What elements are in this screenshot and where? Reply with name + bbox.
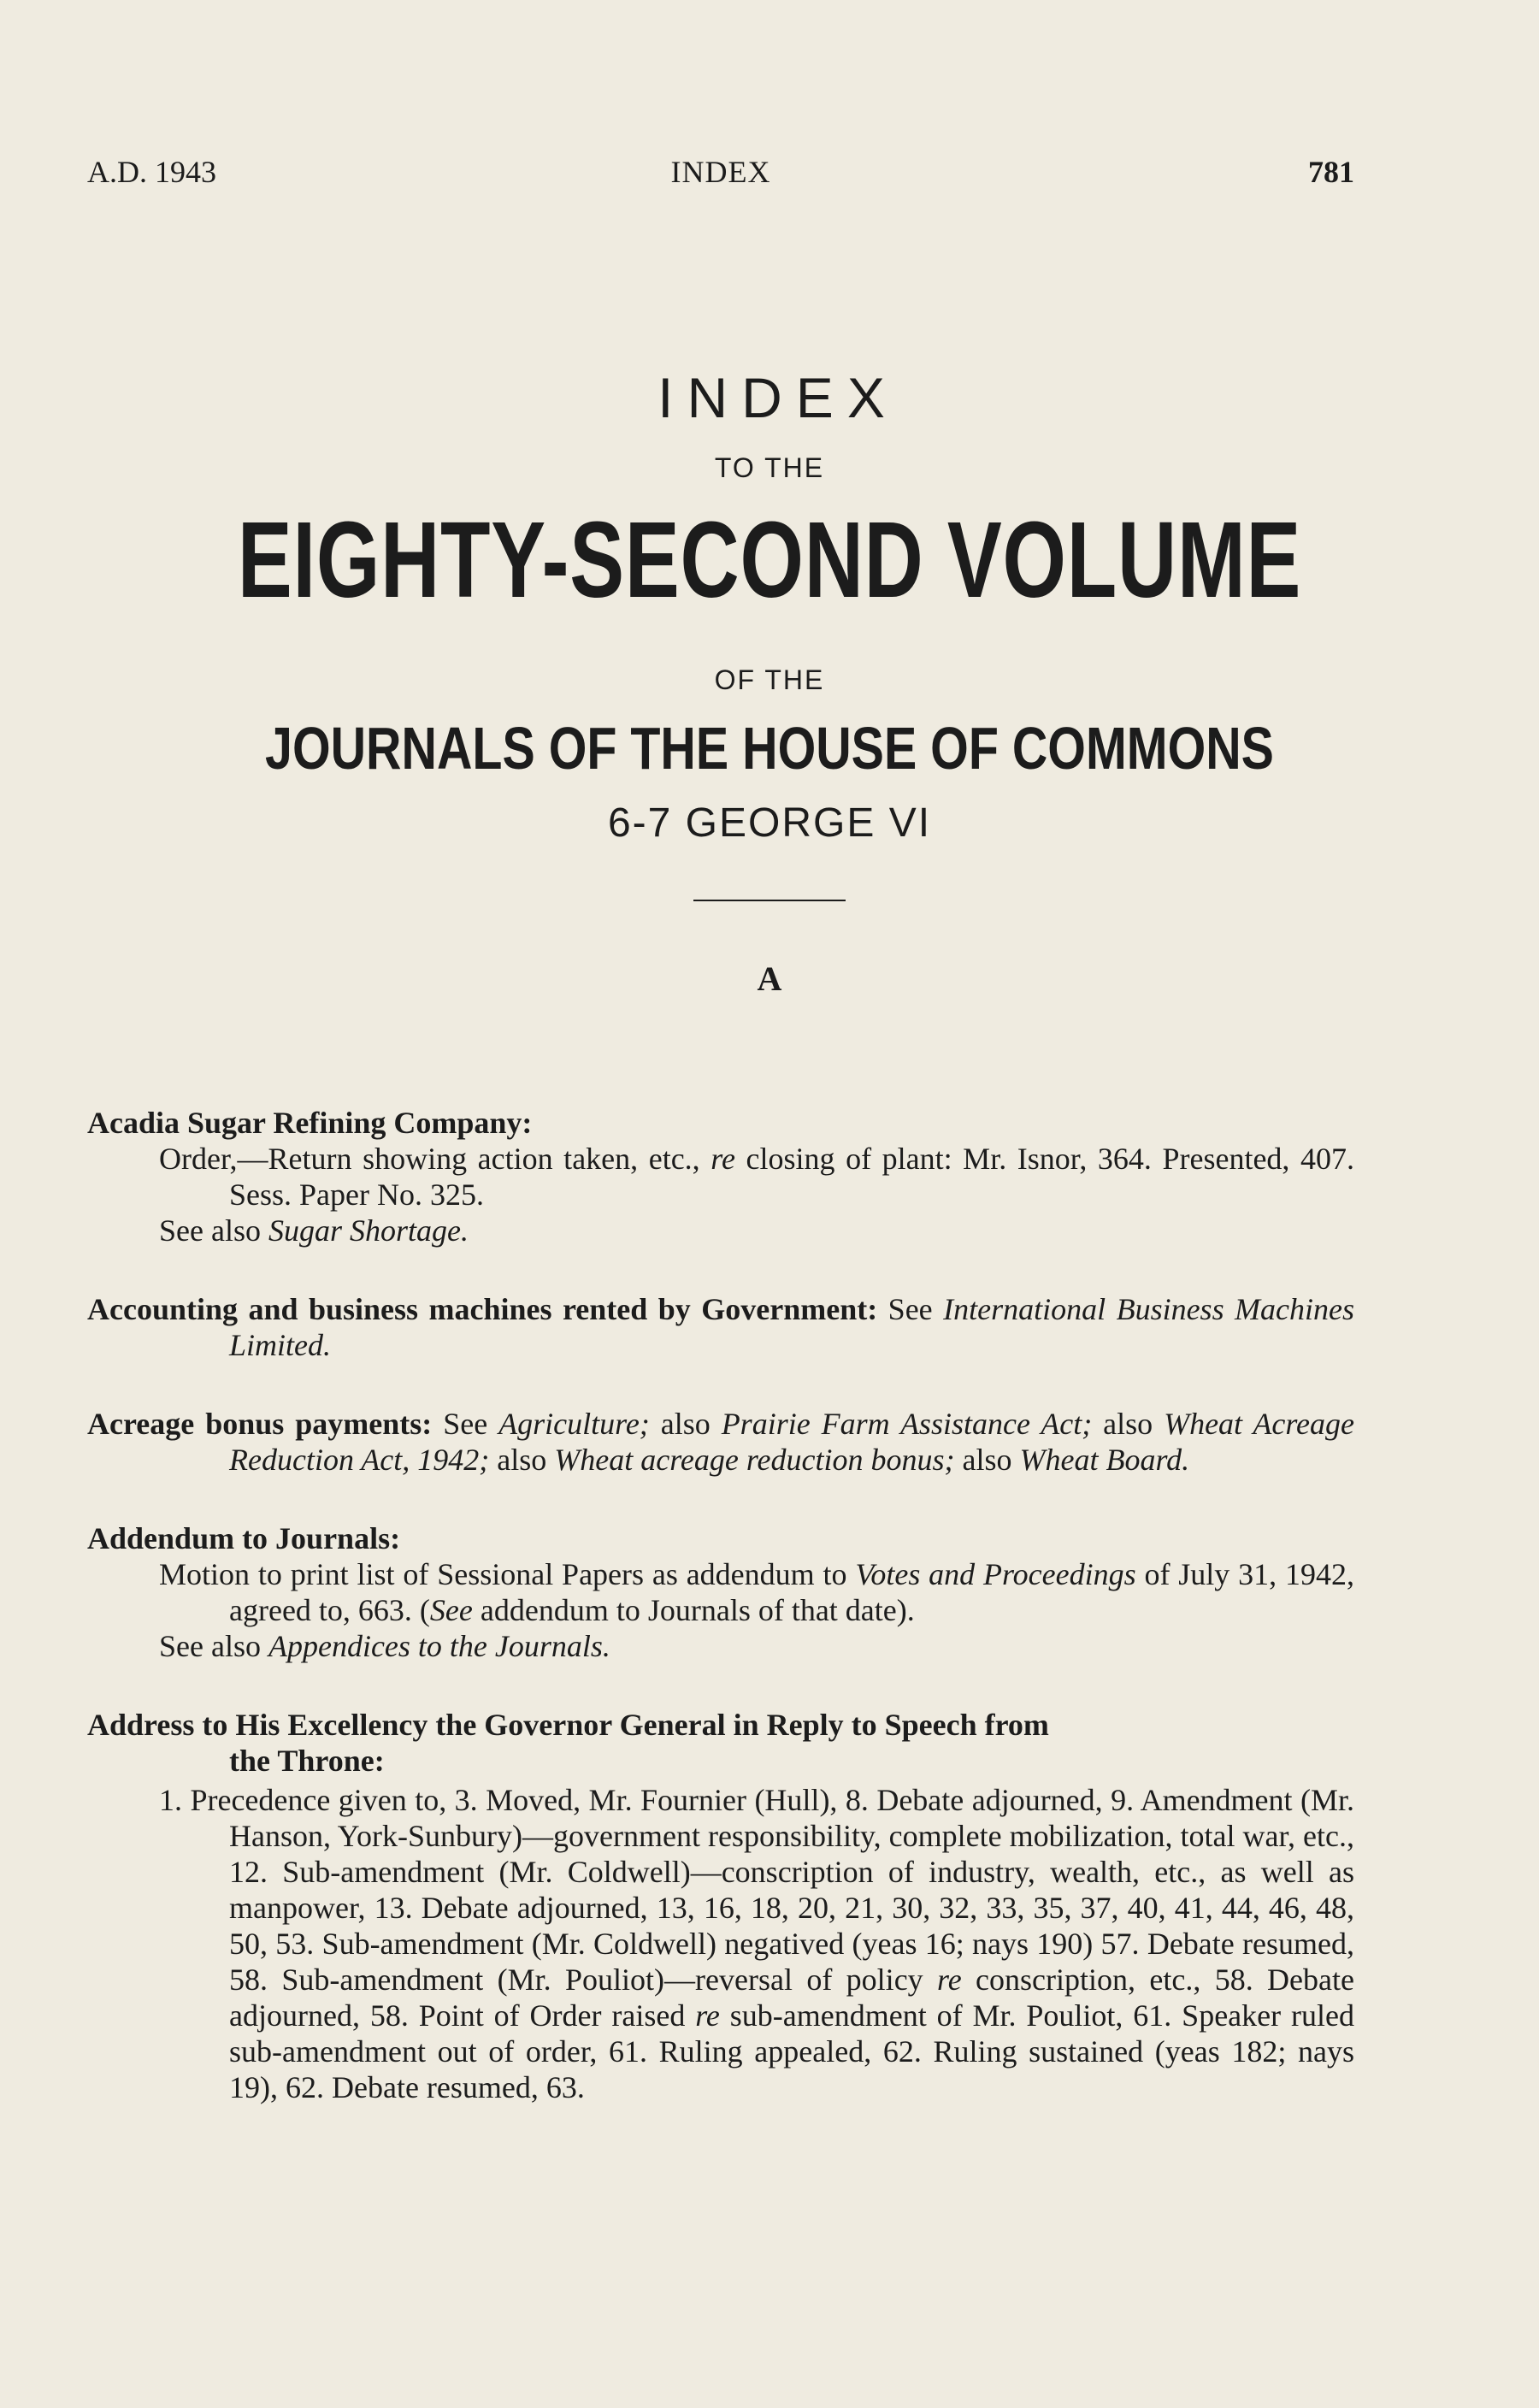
entry-text: 1. Precedence given to, 3. Moved, Mr. Fournier (Hull), 8. Debate adjourned, 9. Amendment (Mr. Hanson, York-Sunbury)—government responsibility, complete mobilization, total war, etc., 12. Sub-amendment (Mr. Coldwell)—conscription of industry, wealth, etc., as well as manpower, 13. Debate adjourned, 13, 16, 18, 20, 21, 30, 32, 33, 35, 37, 40, 41, 44, 46, 48, 50, 53. Sub-amendment (Mr. Coldwell) negatived (yeas 16; nays 190) 57. Debate resumed, 58. Sub-amendment (Mr. Pouliot)—reversal of policy re conscription, etc., 58. Debate adjourned, 58. Point of Order raised re sub-amendment of Mr. Pouliot, 61. Speaker ruled sub-amendment out of order, 61. Ruling appealed, 62. Ruling sustained (yeas 182; nays 19), 62. Debate resumed, 63. bbox=[159, 1783, 1355, 2104]
of-the-line: OF THE bbox=[714, 664, 825, 695]
entry-heading: Address to His Excellency the Governor General in Reply to Speech from bbox=[87, 1708, 1049, 1742]
entry-acreage: Acreage bonus payments: See Agriculture; also Prairie Farm Assistance Act; also Wheat Acreage Reduction Act, 1942; also Wheat acreage reduction bonus; also Wheat Board. bbox=[87, 1407, 1354, 1477]
entry-acadia bbox=[87, 1105, 1354, 1248]
entry-text: Motion to print list of Sessional Papers as addendum to Votes and Proceedings of July 31, 1942, agreed to, 663. (See addendum to Journals of that date). bbox=[159, 1557, 1354, 1627]
index-entries bbox=[87, 1105, 1354, 2136]
running-head-title: INDEX bbox=[670, 155, 771, 189]
journals-title: JOURNALS OF THE HOUSE OF COMMONS bbox=[265, 715, 1274, 782]
entry-heading: Addendum to Journals: bbox=[87, 1521, 401, 1555]
entry-heading: Acadia Sugar Refining Company: bbox=[87, 1106, 533, 1140]
reign-line: 6-7 GEORGE VI bbox=[607, 800, 932, 846]
to-the-line: TO THE bbox=[714, 452, 825, 483]
volume-title: EIGHTY-SECOND VOLUME bbox=[237, 499, 1302, 620]
running-head-year: A.D. 1943 bbox=[87, 155, 216, 189]
title-rule bbox=[693, 900, 846, 901]
entry-address bbox=[87, 1707, 1354, 2105]
page-number: 781 bbox=[1308, 155, 1354, 189]
index-title: INDEX bbox=[657, 366, 899, 429]
entry-heading: Acreage bonus payments: bbox=[87, 1407, 433, 1441]
entry-heading: Accounting and business machines rented by Government: bbox=[87, 1292, 878, 1326]
entry-see-also: See also Appendices to the Journals. bbox=[159, 1629, 610, 1663]
title-block bbox=[0, 359, 1539, 1000]
entry-accounting: Accounting and business machines rented by Government: See International Business Machines Limited. bbox=[87, 1292, 1354, 1362]
running-head bbox=[87, 154, 1354, 197]
section-letter: A bbox=[757, 959, 782, 998]
entry-addendum bbox=[87, 1520, 1354, 1664]
entry-text: Order,—Return showing action taken, etc., re closing of plant: Mr. Isnor, 364. Presented, 407. Sess. Paper No. 325. bbox=[159, 1142, 1354, 1212]
entry-see-also: See also Sugar Shortage. bbox=[159, 1213, 469, 1248]
entry-heading-continued: the Throne: bbox=[229, 1744, 385, 1778]
